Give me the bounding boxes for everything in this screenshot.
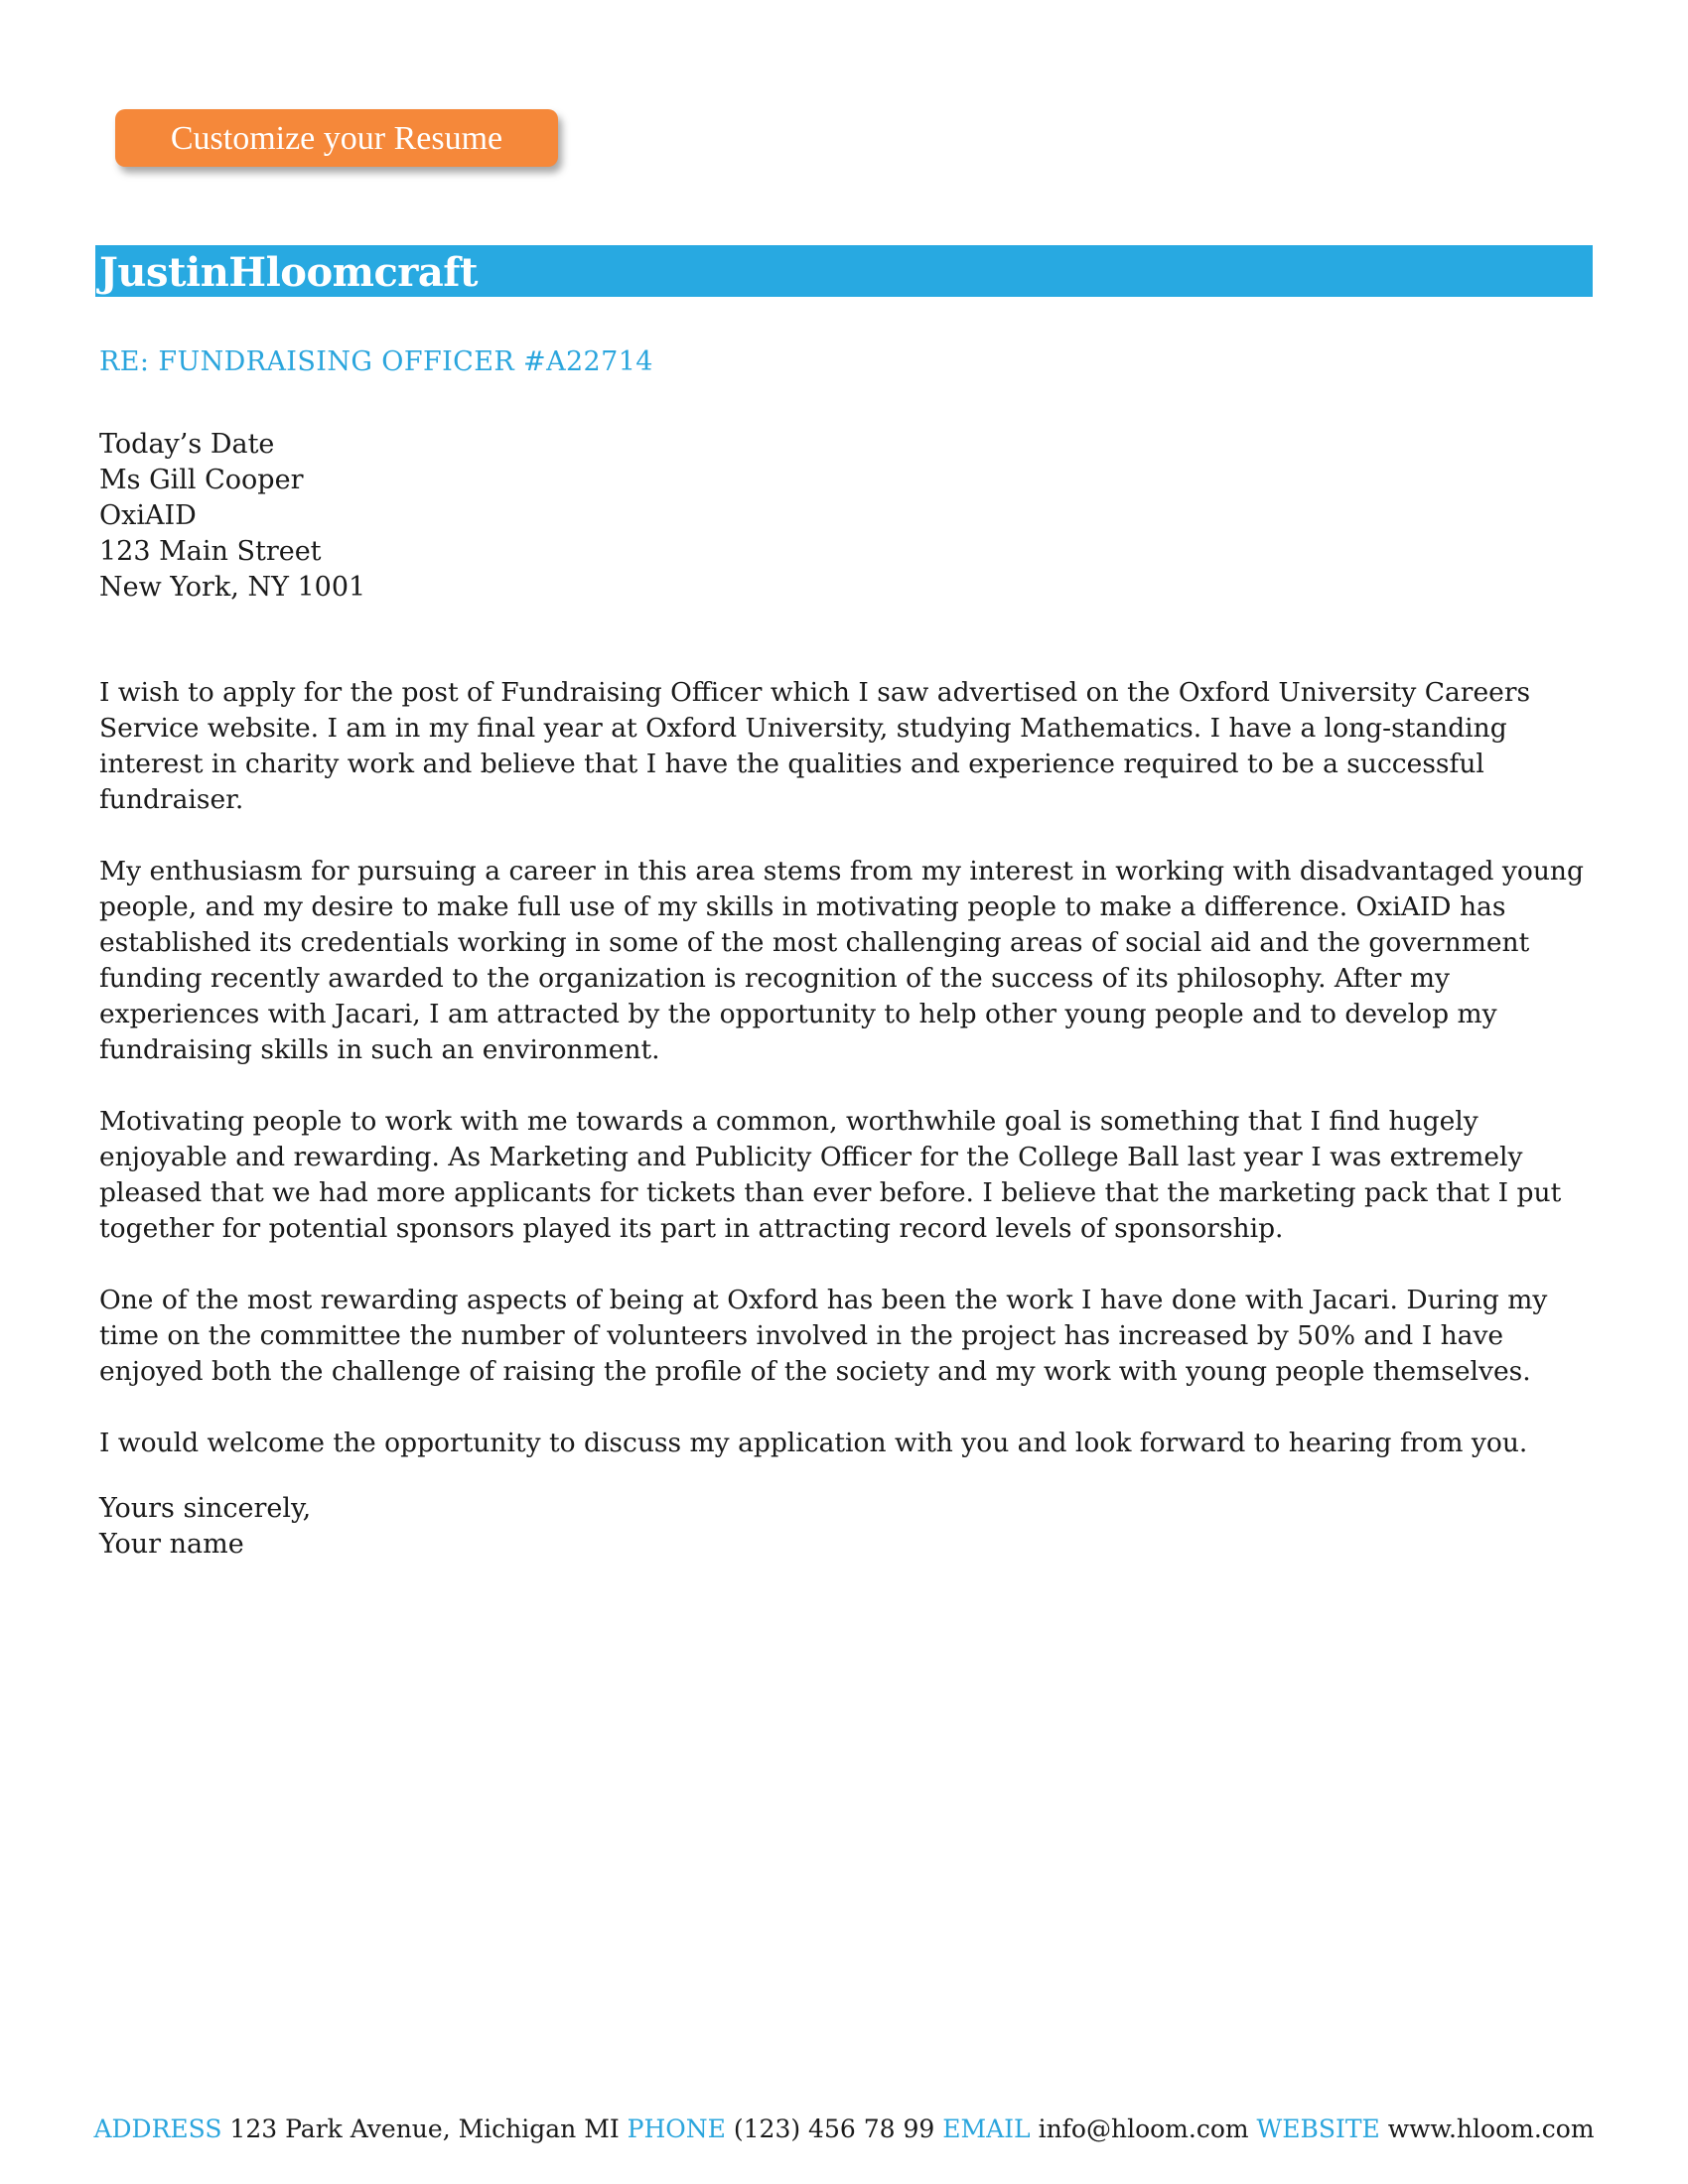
closing-signature: Your name [99,1529,244,1560]
applicant-name: JustinHloomcraft [99,249,478,296]
recipient-street: 123 Main Street [99,536,322,567]
footer-address-label: ADDRESS [93,2115,222,2143]
recipient-city: New York, NY 1001 [99,572,366,603]
footer-phone-label: PHONE [627,2115,726,2143]
name-header-bar [95,245,1593,297]
footer-website-value[interactable]: www.hloom.com [1387,2115,1595,2143]
body-paragraph: One of the most rewarding aspects of being at Oxford has been the work I have done with Jacari. During my time on the committee the number of volunteers involved in the project has increased by 50% and I have enjoyed both the challenge of raising the profile of the society and my work with young people themselves. [99,1285,1548,1387]
recipient-name: Ms Gill Cooper [99,465,304,495]
body-paragraph: I would welcome the opportunity to discuss my application with you and look forward to hearing from you. [99,1428,1528,1458]
body-paragraph: I wish to apply for the post of Fundraising Officer which I saw advertised on the Oxford University Careers Service website. I am in my final year at Oxford University, studying Mathematics. I have a long-standing interest in charity work and believe that I have the qualities and experience required to be a successful fundraiser. [99,677,1531,815]
body-paragraph: Motivating people to work with me towards a common, worthwhile goal is something that I find hugely enjoyable and rewarding. As Marketing and Publicity Officer for the College Ball last year I was extremely pleased that we had more applicants for tickets than ever before. I believe that the marketing pack that I put together for potential sponsors played its part in attracting record levels of sponsorship. [99,1106,1562,1244]
re-subject-line: RE: FUNDRAISING OFFICER #A22714 [99,346,653,377]
contact-footer [0,2113,1688,2146]
recipient-address-block [99,427,1589,606]
footer-website-label: WEBSITE [1256,2115,1380,2143]
letter-body [99,675,1589,1497]
footer-phone-value: (123) 456 78 99 [733,2115,935,2143]
closing-salutation: Yours sincerely, [99,1493,312,1524]
body-paragraph: My enthusiasm for pursuing a career in this area stems from my interest in working with disadvantaged young people, and my desire to make full use of my skills in motivating people to make a difference. OxiAID has established its credentials working in some of the most challenging areas of social aid and the government funding recently awarded to the organization is recognition of the success of its philosophy. After my experiences with Jacari, I am attracted by the opportunity to help other young people and to develop my fundraising skills in such an environment. [99,856,1584,1065]
recipient-company: OxiAID [99,500,197,531]
letter-closing [99,1491,1589,1563]
footer-email-label: EMAIL [942,2115,1031,2143]
customize-resume-button[interactable]: Customize your Resume [115,109,558,167]
footer-address-value: 123 Park Avenue, Michigan MI [229,2115,620,2143]
footer-email-value[interactable]: info@hloom.com [1038,2115,1249,2143]
letter-date: Today’s Date [99,429,275,460]
